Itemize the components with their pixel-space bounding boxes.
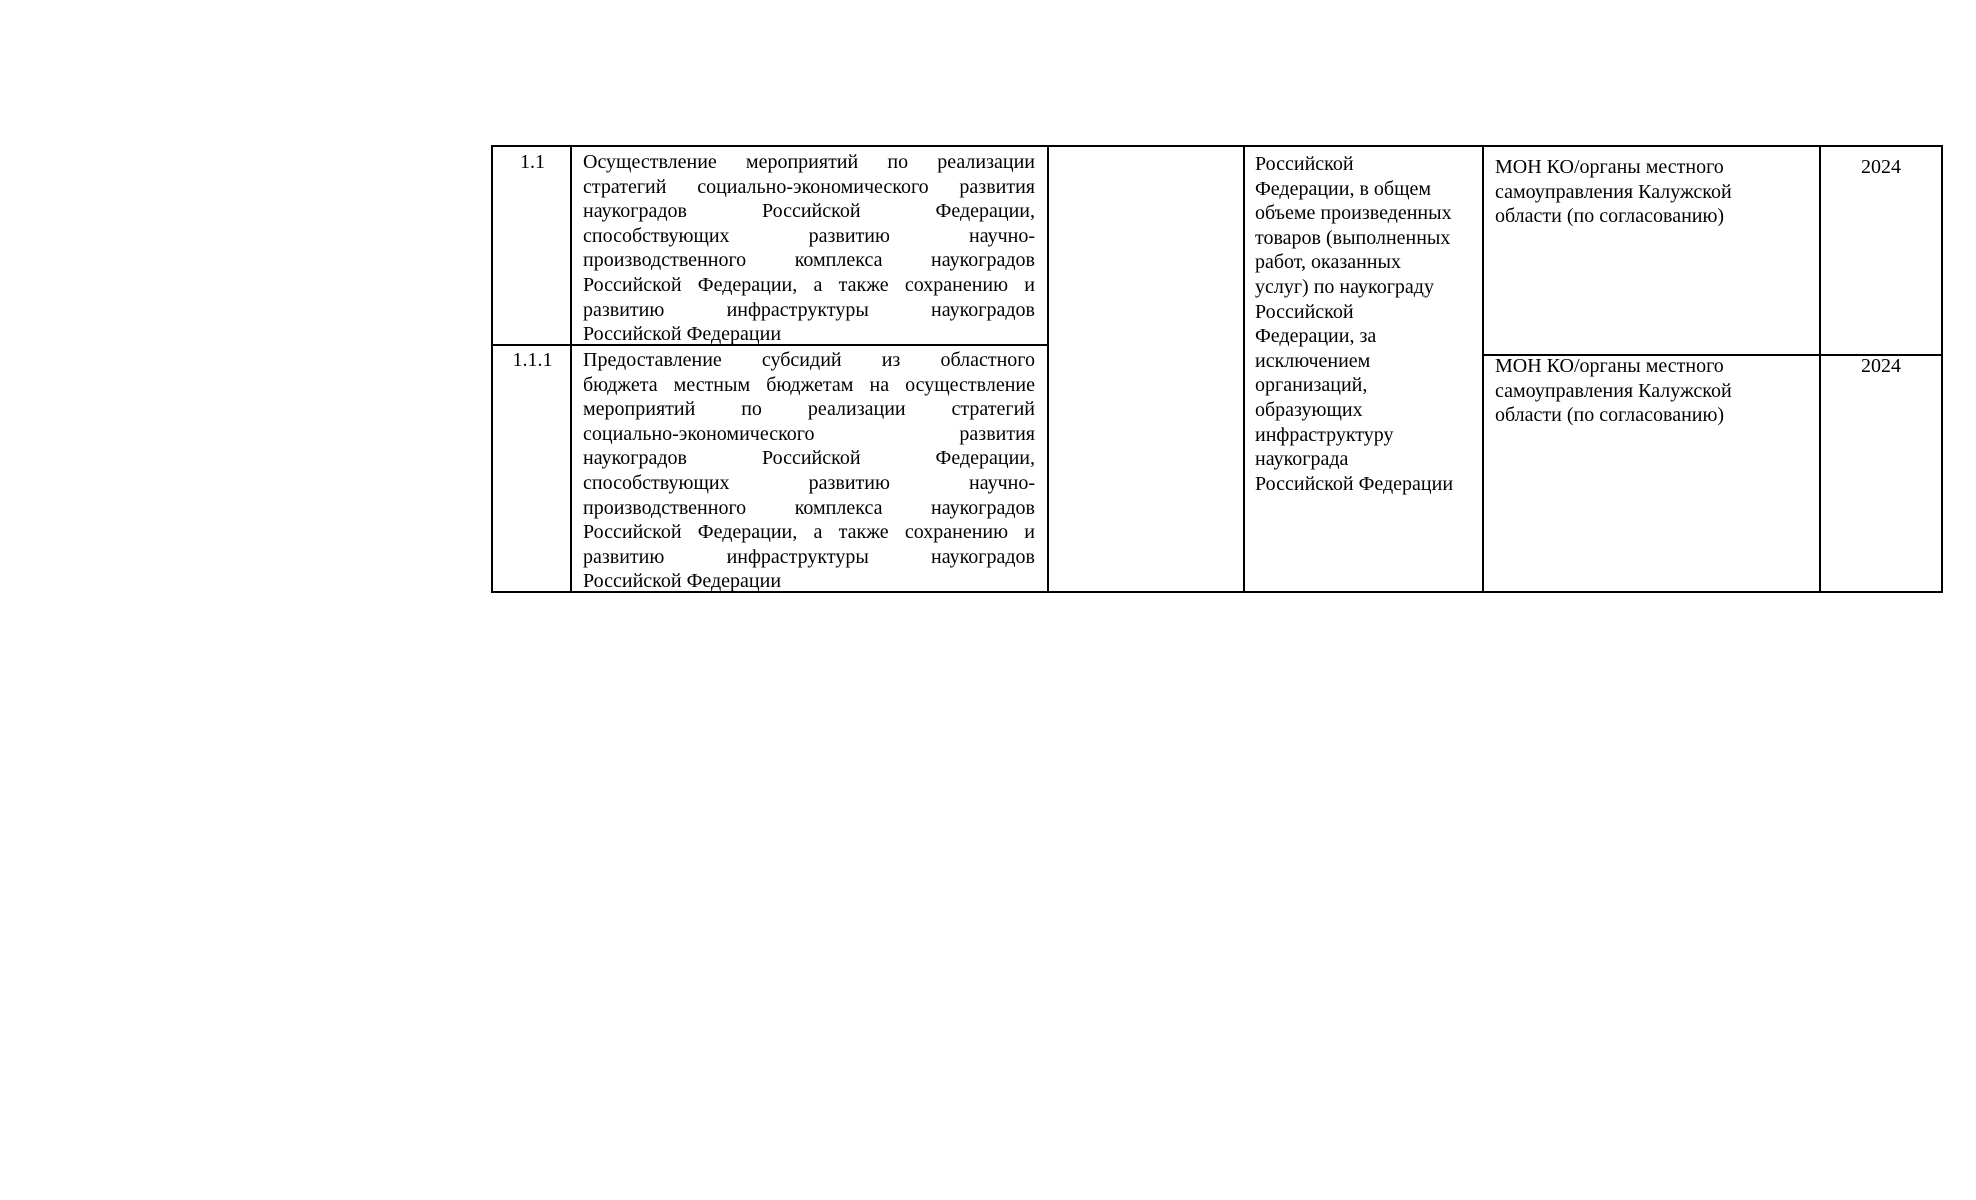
indicator-line: исключением xyxy=(1255,349,1371,372)
description-line: способствующих развитию научно- xyxy=(583,224,1035,247)
year-value: 2024 xyxy=(1861,156,1901,178)
year-cell xyxy=(1821,155,1941,180)
indicator-line: услуг) по наукограду xyxy=(1255,275,1434,298)
description-line: производственного комплекса наукоградов xyxy=(583,249,1035,272)
indicator-line: Федерации, за xyxy=(1255,325,1377,348)
year-value: 2024 xyxy=(1861,355,1901,377)
row-number: 1.1.1 xyxy=(512,349,553,371)
indicator-line: организаций, xyxy=(1255,374,1368,397)
executor-line: области (по согласованию) xyxy=(1495,404,1725,427)
indicator-line: Российской xyxy=(1255,153,1354,175)
measure-description-cell xyxy=(583,150,1035,347)
description-line: наукоградов Российской Федерации, xyxy=(583,200,1035,223)
description-line: Российской Федерации, а также сохранению и xyxy=(583,273,1035,296)
executor-line: самоуправления Калужской xyxy=(1495,180,1732,203)
indicator-line: инфраструктуру xyxy=(1255,423,1394,446)
description-line: мероприятий по реализации стратегий xyxy=(583,398,1035,421)
description-line: наукоградов Российской Федерации, xyxy=(583,447,1035,470)
measures-table xyxy=(491,145,1943,593)
executor-line: области (по согласованию) xyxy=(1495,205,1725,228)
description-line: производственного комплекса наукоградов xyxy=(583,496,1035,519)
row-number-cell xyxy=(495,150,570,175)
description-line: Предоставление субсидий из областного xyxy=(583,349,1035,371)
executor-cell xyxy=(1495,354,1815,428)
indicator-line: Российской xyxy=(1255,300,1354,323)
description-line: Российской Федерации, а также сохранению и xyxy=(583,521,1035,544)
measure-description-cell xyxy=(583,348,1035,594)
executor-line: самоуправления Калужской xyxy=(1495,379,1732,402)
indicator-line: образующих xyxy=(1255,398,1363,421)
description-line: социально-экономического развития xyxy=(583,422,1035,445)
indicator-line: Федерации, в общем xyxy=(1255,177,1432,200)
description-line: Российской Федерации xyxy=(583,570,782,593)
row-number: 1.1 xyxy=(520,151,545,173)
row-number-cell xyxy=(495,348,570,373)
column-divider xyxy=(570,147,572,591)
description-line: Российской Федерации xyxy=(583,323,782,346)
indicator-line: товаров (выполненных xyxy=(1255,226,1451,249)
year-cell xyxy=(1821,354,1941,379)
description-line: развитию инфраструктуры наукоградов xyxy=(583,298,1035,321)
executor-line: МОН КО/органы местного xyxy=(1495,156,1724,178)
indicator-line: работ, оказанных xyxy=(1255,251,1401,274)
description-line: развитию инфраструктуры наукоградов xyxy=(583,545,1035,568)
column-divider xyxy=(1482,147,1484,591)
executor-line: МОН КО/органы местного xyxy=(1495,355,1724,377)
description-line: способствующих развитию научно- xyxy=(583,471,1035,494)
executor-cell xyxy=(1495,155,1815,229)
indicator-cell xyxy=(1255,152,1480,496)
indicator-line: Российской Федерации xyxy=(1255,472,1454,495)
indicator-line: объеме произведенных xyxy=(1255,202,1452,225)
column-divider xyxy=(1243,147,1245,591)
indicator-line: наукограда xyxy=(1255,448,1349,471)
description-line: Осуществление мероприятий по реализации xyxy=(583,151,1035,173)
empty-merged-cell xyxy=(1049,147,1243,591)
description-line: бюджета местным бюджетам на осуществление xyxy=(583,373,1035,396)
description-line: стратегий социально-экономического развития xyxy=(583,175,1035,198)
